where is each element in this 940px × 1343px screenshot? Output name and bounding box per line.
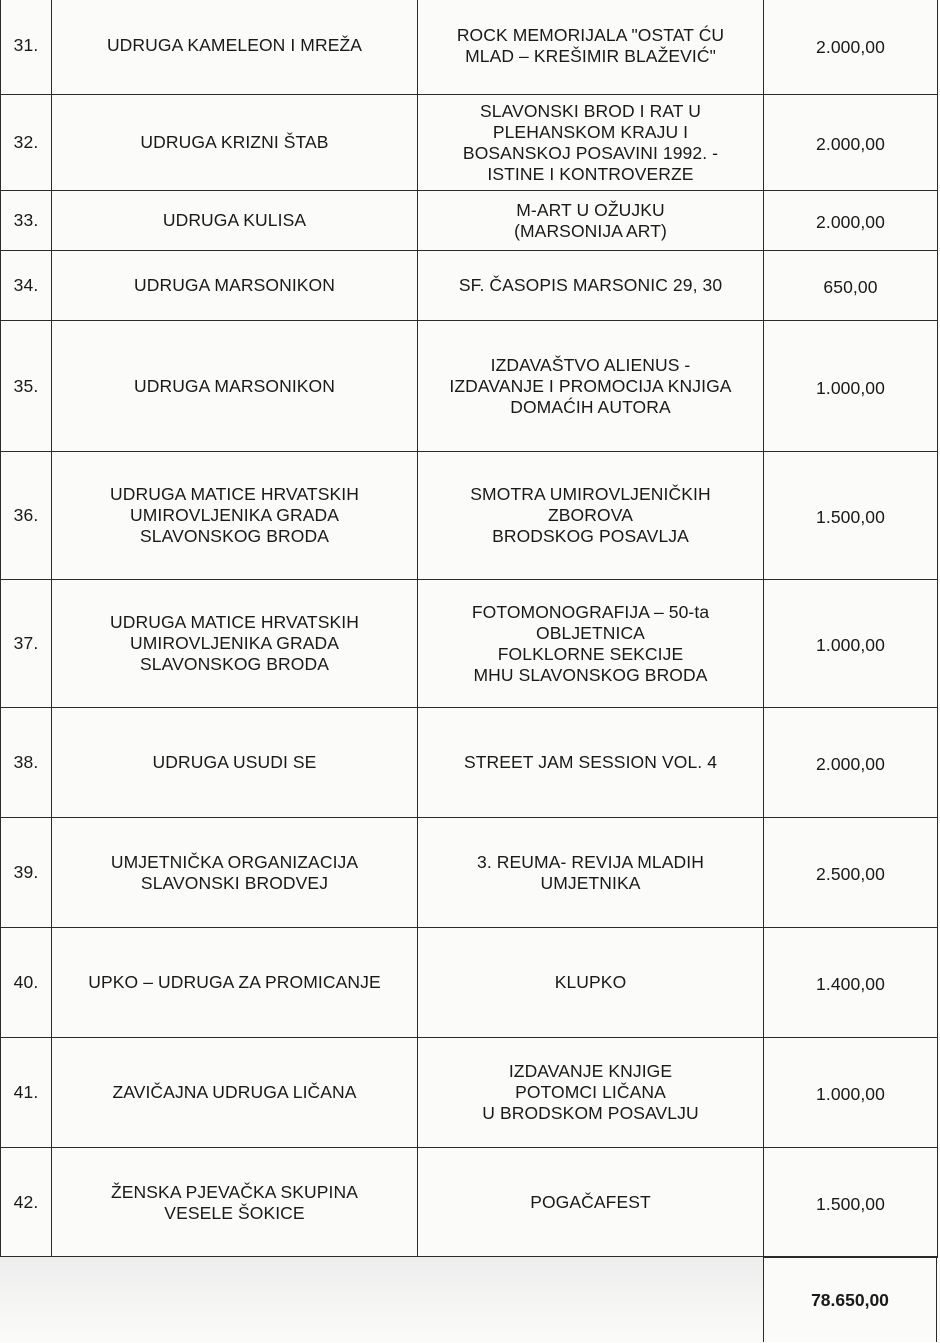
row-number: 38. (1, 708, 52, 818)
amount-cell: 2.000,00 (764, 0, 938, 95)
project-cell: POGAČAFEST (418, 1148, 764, 1258)
row-number: 33. (1, 191, 52, 251)
amount-cell: 1.500,00 (764, 452, 938, 580)
organization-cell: UDRUGA USUDI SE (52, 708, 418, 818)
table-row (1, 928, 938, 1038)
row-number: 42. (1, 1148, 52, 1258)
organization-cell: UDRUGA KULISA (52, 191, 418, 251)
amount-cell: 2.500,00 (764, 818, 938, 928)
row-number: 35. (1, 321, 52, 452)
project-cell: IZDAVANJE KNJIGE POTOMCI LIČANA U BRODSKOM POSAVLJU (418, 1038, 764, 1148)
row-number: 36. (1, 452, 52, 580)
organization-cell: ŽENSKA PJEVAČKA SKUPINA VESELE ŠOKICE (52, 1148, 418, 1258)
amount-cell: 1.000,00 (764, 580, 938, 708)
organization-cell: UDRUGA MATICE HRVATSKIH UMIROVLJENIKA GRADA SLAVONSKOG BRODA (52, 580, 418, 708)
row-number: 32. (1, 95, 52, 191)
project-cell: M-ART U OŽUJKU (MARSONIJA ART) (418, 191, 764, 251)
row-number: 39. (1, 818, 52, 928)
project-cell: SMOTRA UMIROVLJENIČKIH ZBOROVA BRODSKOG POSAVLJA (418, 452, 764, 580)
project-cell: KLUPKO (418, 928, 764, 1038)
table-row (1, 708, 938, 818)
organization-cell: UDRUGA MARSONIKON (52, 321, 418, 452)
project-cell: SF. ČASOPIS MARSONIC 29, 30 (418, 251, 764, 321)
table-row (1, 0, 938, 95)
row-number: 34. (1, 251, 52, 321)
project-cell: FOTOMONOGRAFIJA – 50-ta OBLJETNICA FOLKLORNE SEKCIJE MHU SLAVONSKOG BRODA (418, 580, 764, 708)
organization-cell: UDRUGA KRIZNI ŠTAB (52, 95, 418, 191)
table-row (1, 251, 938, 321)
table-row (1, 818, 938, 928)
project-cell: ROCK MEMORIJALA "OSTAT ĆU MLAD – KREŠIMIR BLAŽEVIĆ" (418, 0, 764, 95)
project-cell: SLAVONSKI BROD I RAT U PLEHANSKOM KRAJU I BOSANSKOJ POSAVINI 1992. - ISTINE I KONTROVERZE (418, 95, 764, 191)
table-row (1, 191, 938, 251)
grants-table-body (1, 0, 938, 1258)
amount-cell: 1.400,00 (764, 928, 938, 1038)
amount-cell: 2.000,00 (764, 708, 938, 818)
project-cell: IZDAVAŠTVO ALIENUS - IZDAVANJE I PROMOCIJA KNJIGA DOMAĆIH AUTORA (418, 321, 764, 452)
table-row (1, 321, 938, 452)
total-row-blank (0, 1256, 763, 1343)
amount-cell: 1.000,00 (764, 321, 938, 452)
organization-cell: UMJETNIČKA ORGANIZACIJA SLAVONSKI BRODVEJ (52, 818, 418, 928)
row-number: 41. (1, 1038, 52, 1148)
organization-cell: UDRUGA MATICE HRVATSKIH UMIROVLJENIKA GRADA SLAVONSKOG BRODA (52, 452, 418, 580)
table-row (1, 580, 938, 708)
organization-cell: UDRUGA KAMELEON I MREŽA (52, 0, 418, 95)
row-number: 31. (1, 0, 52, 95)
table-row (1, 95, 938, 191)
amount-cell: 1.500,00 (764, 1148, 938, 1258)
table-row (1, 1148, 938, 1258)
table-row (1, 452, 938, 580)
organization-cell: UDRUGA MARSONIKON (52, 251, 418, 321)
organization-cell: UPKO – UDRUGA ZA PROMICANJE (52, 928, 418, 1038)
amount-cell: 650,00 (764, 251, 938, 321)
amount-cell: 2.000,00 (764, 191, 938, 251)
table-row (1, 1038, 938, 1148)
amount-cell: 2.000,00 (764, 95, 938, 191)
amount-cell: 1.000,00 (764, 1038, 938, 1148)
row-number: 40. (1, 928, 52, 1038)
organization-cell: ZAVIČAJNA UDRUGA LIČANA (52, 1038, 418, 1148)
project-cell: STREET JAM SESSION VOL. 4 (418, 708, 764, 818)
total-amount: 78.650,00 (763, 1256, 937, 1342)
project-cell: 3. REUMA- REVIJA MLADIH UMJETNIKA (418, 818, 764, 928)
row-number: 37. (1, 580, 52, 708)
total-row (0, 1256, 940, 1342)
